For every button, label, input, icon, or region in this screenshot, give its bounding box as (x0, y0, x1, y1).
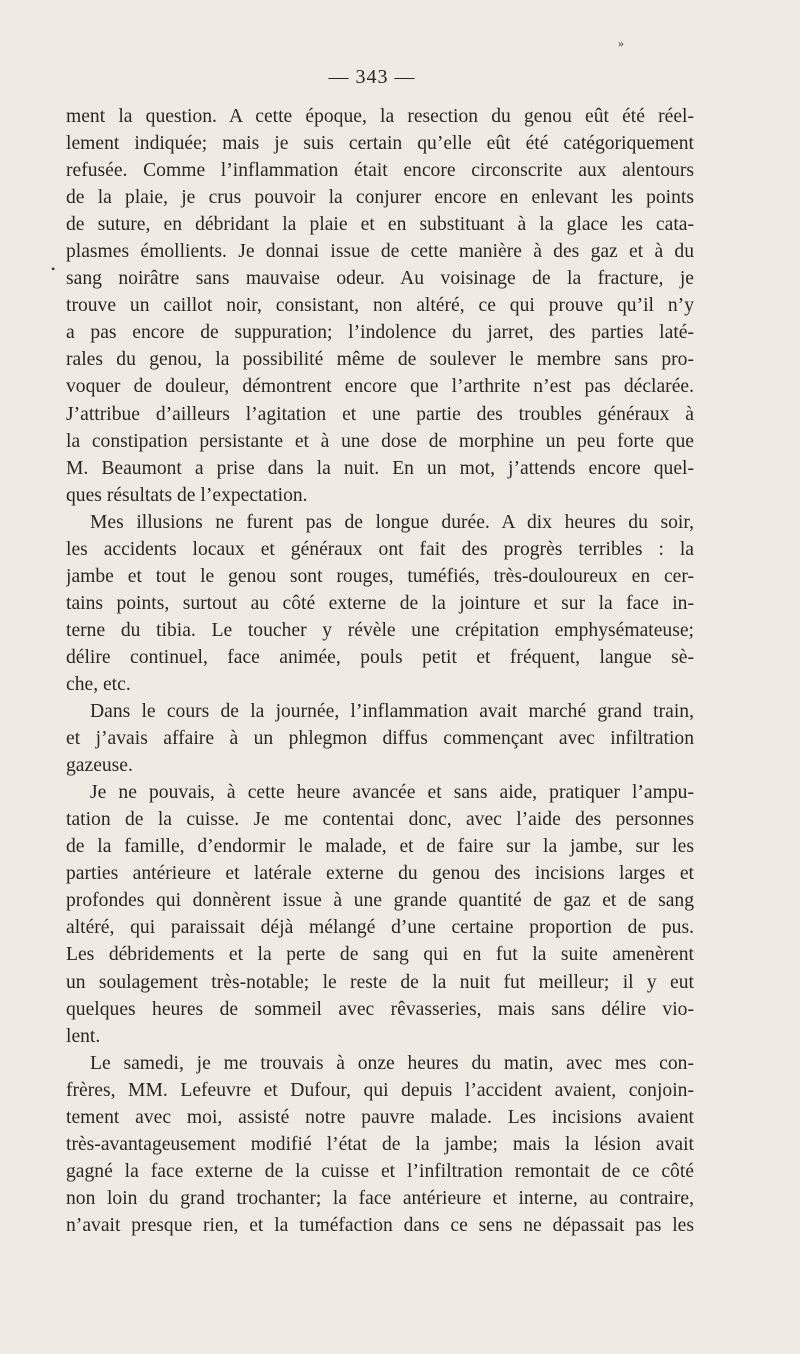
text-line: n’avait presque rien, et la tuméfaction dans ce sens ne dépassait pas les (66, 1214, 694, 1236)
text-line: lement indiquée; mais je suis certain qu’elle eût été catégoriquement (66, 133, 694, 155)
paragraph-start-line: Le samedi, je me trouvais à onze heures du matin, avec mes con- (90, 1052, 694, 1074)
text-line: refusée. Comme l’inflammation était encore circonscrite aux alentours (66, 160, 694, 182)
text-line: de la famille, d’endormir le malade, et de faire sur la jambe, sur les (66, 836, 694, 858)
left-margin-mark: • (51, 262, 56, 276)
text-line: parties antérieure et latérale externe du genou des incisions larges et (66, 863, 694, 885)
paragraph-start-line: Mes illusions ne furent pas de longue durée. A dix heures du soir, (90, 511, 694, 533)
top-margin-mark: » (618, 36, 624, 50)
text-line: quelques heures de sommeil avec rêvasseries, mais sans délire vio- (66, 998, 694, 1020)
body-text (66, 103, 694, 1239)
text-line: frères, MM. Lefeuvre et Dufour, qui depuis l’accident avaient, conjoin- (66, 1079, 694, 1101)
text-line: ques résultats de l’expectation. (66, 484, 308, 506)
text-line: la constipation persistante et à une dose de morphine un peu forte que (66, 430, 694, 452)
text-line: de la plaie, je crus pouvoir la conjurer encore en enlevant les points (66, 187, 694, 209)
text-line: plasmes émollients. Je donnai issue de cette manière à des gaz et à du (66, 241, 694, 263)
text-line: profondes qui donnèrent issue à une grande quantité de gaz et de sang (66, 890, 694, 912)
text-line: terne du tibia. Le toucher y révèle une crépitation emphysémateuse; (66, 619, 694, 641)
text-line: altéré, qui paraissait déjà mélangé d’une certaine proportion de pus. (66, 917, 694, 939)
text-line: gazeuse. (66, 755, 133, 777)
text-line: trouve un caillot noir, consistant, non altéré, ce qui prouve qu’il n’y (66, 295, 694, 317)
text-line: tains points, surtout au côté externe de la jointure et sur la face in- (66, 592, 694, 614)
paragraph-start-line: Dans le cours de la journée, l’inflammation avait marché grand train, (90, 701, 694, 723)
text-line: et j’avais affaire à un phlegmon diffus commençant avec infiltration (66, 728, 694, 750)
text-line: tation de la cuisse. Je me contentai donc, avec l’aide des personnes (66, 809, 694, 831)
text-line: gagné la face externe de la cuisse et l’infiltration remontait de ce côté (66, 1160, 694, 1182)
text-line: non loin du grand trochanter; la face antérieure et interne, au contraire, (66, 1187, 694, 1209)
text-line: tement avec moi, assisté notre pauvre malade. Les incisions avaient (66, 1106, 694, 1128)
text-line: voquer de douleur, démontrent encore que l’arthrite n’est pas déclarée. (66, 376, 694, 398)
text-line: de suture, en débridant la plaie et en substituant à la glace les cata- (66, 214, 694, 236)
page-number: — 343 — (328, 66, 416, 88)
text-line: ment la question. A cette époque, la resection du genou eût été réel- (66, 106, 694, 127)
text-line: rales du genou, la possibilité même de soulever le membre sans pro- (66, 349, 694, 371)
text-line: les accidents locaux et généraux ont fait des progrès terribles : la (66, 538, 694, 560)
text-line: Les débridements et la perte de sang qui en fut la suite amenèrent (66, 944, 694, 966)
text-line: sang noirâtre sans mauvaise odeur. Au voisinage de la fracture, je (66, 268, 694, 290)
text-line: J’attribue d’ailleurs l’agitation et une partie des troubles généraux à (66, 403, 694, 425)
text-line: un soulagement très-notable; le reste de la nuit fut meilleur; il y eut (66, 971, 694, 993)
text-line: a pas encore de suppuration; l’indolence du jarret, des parties laté- (66, 322, 694, 344)
text-line: très-avantageusement modifié l’état de la jambe; mais la lésion avait (66, 1133, 694, 1155)
paragraph-start-line: Je ne pouvais, à cette heure avancée et sans aide, pratiquer l’ampu- (90, 782, 694, 804)
text-line: jambe et tout le genou sont rouges, tuméfiés, très-douloureux en cer- (66, 565, 694, 587)
text-line: M. Beaumont a prise dans la nuit. En un mot, j’attends encore quel- (66, 457, 694, 479)
text-line: che, etc. (66, 673, 131, 695)
text-line: lent. (66, 1025, 101, 1047)
text-line: délire continuel, face animée, pouls petit et fréquent, langue sè- (66, 646, 694, 668)
